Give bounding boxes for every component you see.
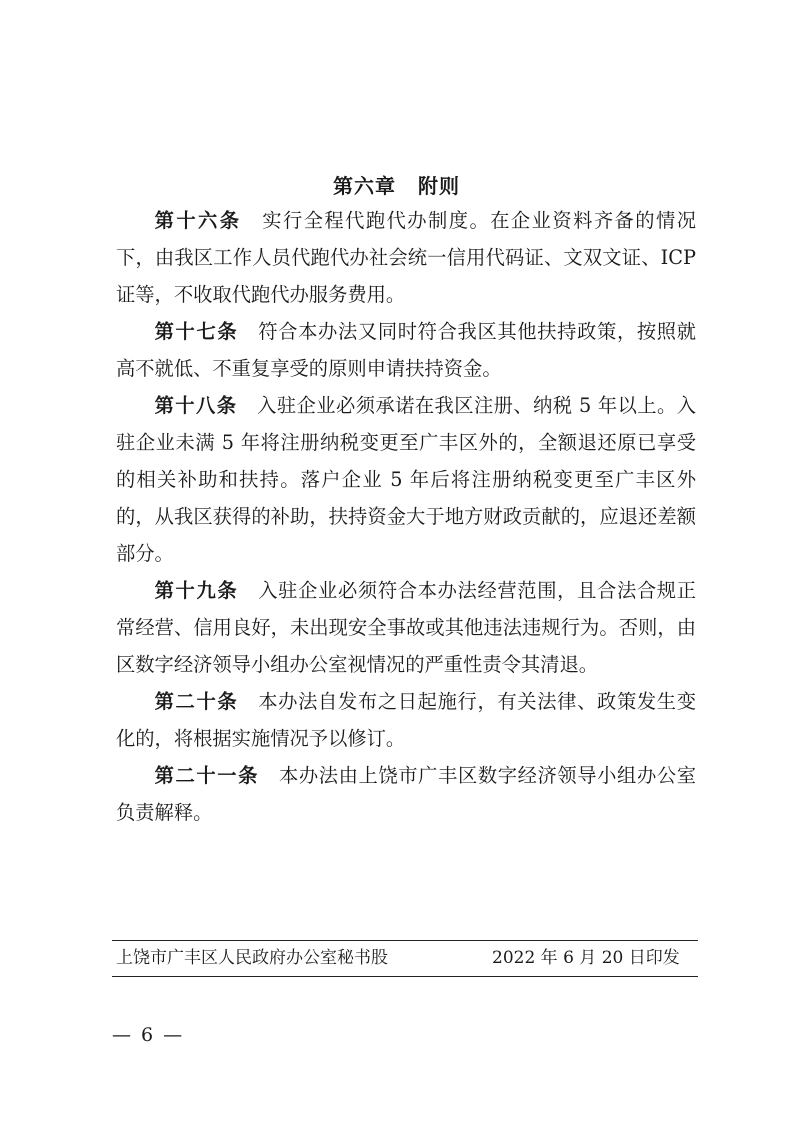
article-text: 本办法由上饶市广丰区数字经济领导小组办公室负责解释。 xyxy=(116,764,697,824)
issuer-name: 上饶市广丰区人民政府办公室秘书股 xyxy=(116,948,388,968)
article-text: 入驻企业必须符合本办法经营范围，且合法合规正常经营、信用良好，未出现安全事故或其他违法违规行为。否则，由区数字经济领导小组办公室视情况的严重性责令其清退。 xyxy=(116,579,697,676)
article-text: 实行全程代跑代办制度。在企业资料齐备的情况下，由我区工作人员代跑代办社会统一信用代码证、文双文证、ICP 证等，不收取代跑代办服务费用。 xyxy=(116,209,697,306)
footer-bottom-rule xyxy=(112,976,698,977)
footer-top-rule xyxy=(112,940,698,941)
article-17 xyxy=(116,313,696,387)
article-20 xyxy=(116,683,696,757)
page-number: — 6 — xyxy=(112,1024,185,1046)
article-text: 本办法自发布之日起施行，有关法律、政策发生变化的，将根据实施情况予以修订。 xyxy=(116,690,697,750)
chapter-number: 第六章 xyxy=(333,174,396,198)
article-list xyxy=(116,202,696,831)
article-heading: 第十六条 xyxy=(154,209,242,232)
article-19 xyxy=(116,572,696,683)
article-heading: 第二十条 xyxy=(154,690,239,713)
article-16 xyxy=(116,202,696,313)
chapter-name: 附则 xyxy=(418,174,460,198)
article-21 xyxy=(116,757,696,831)
article-heading: 第十八条 xyxy=(154,394,238,417)
article-heading: 第十九条 xyxy=(154,579,239,602)
article-heading: 第十七条 xyxy=(154,320,239,343)
chapter-title xyxy=(0,173,793,199)
article-heading: 第二十一条 xyxy=(154,764,260,787)
article-18 xyxy=(116,387,696,572)
issue-date: 2022 年 6 月 20 日印发 xyxy=(492,948,680,968)
article-text: 入驻企业必须承诺在我区注册、纳税 5 年以上。入驻企业未满 5 年将注册纳税变更至广丰区外的，全额退还原已享受的相关补助和扶持。落户企业 5 年后将注册纳税变更至广丰区外的，从我区获得的补助，扶持资金大于地方财政贡献的，应退还差额部分。 xyxy=(116,394,696,565)
article-text: 符合本办法又同时符合我区其他扶持政策，按照就高不就低、不重复享受的原则申请扶持资金。 xyxy=(116,320,697,380)
